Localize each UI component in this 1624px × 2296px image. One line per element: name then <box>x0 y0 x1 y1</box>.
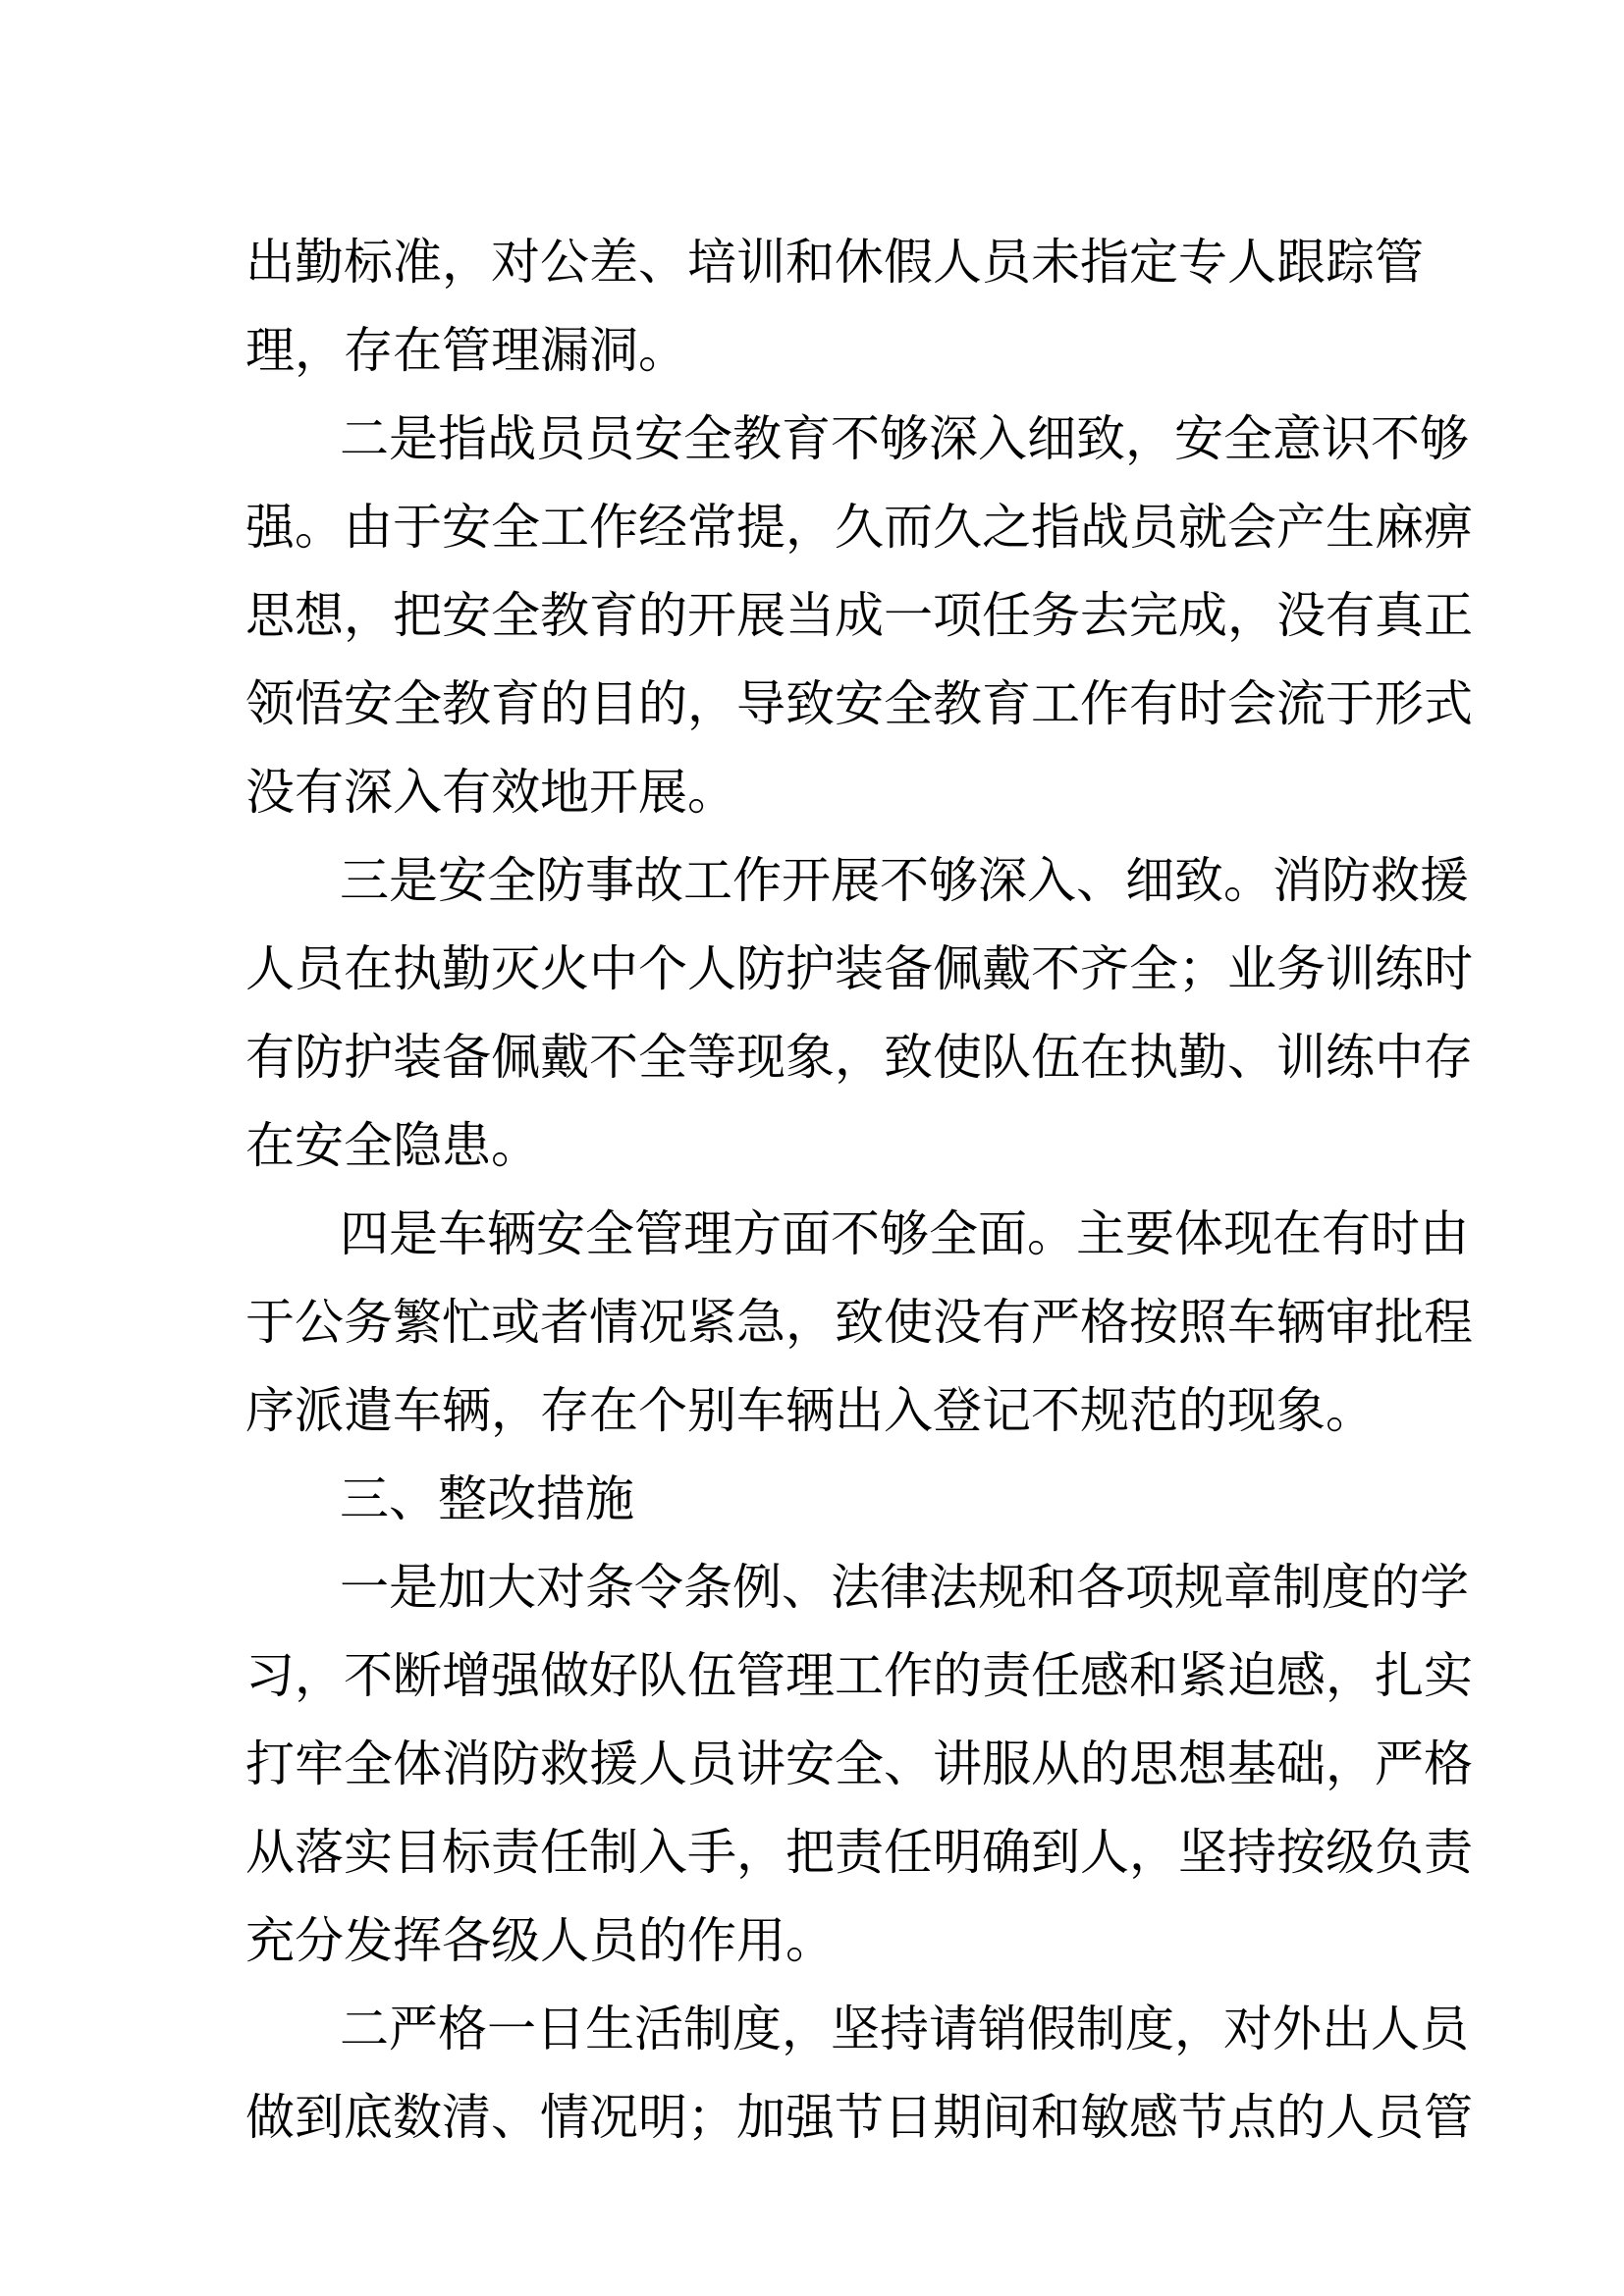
text-line: 人员在执勤灭火中个人防护装备佩戴不齐全；业务训练时 <box>245 940 1473 997</box>
text-line: 理，存在管理漏洞。 <box>245 322 687 379</box>
text-line: 强。由于安全工作经常提，久而久之指战员就会产生麻痹 <box>245 499 1473 556</box>
text-line: 有防护装备佩戴不全等现象，致使队伍在执勤、训练中存 <box>245 1029 1473 1086</box>
paragraph-start-line: 三是安全防事故工作开展不够深入、细致。消防救援 <box>340 852 1469 909</box>
text-line: 于公务繁忙或者情况紧急，致使没有严格按照车辆审批程 <box>245 1294 1473 1351</box>
text-line: 序派遣车辆，存在个别车辆出入登记不规范的现象。 <box>245 1382 1375 1439</box>
paragraph-start-line: 二是指战员员安全教育不够深入细致，安全意识不够 <box>340 410 1469 467</box>
text-line: 思想，把安全教育的开展当成一项任务去完成，没有真正 <box>245 587 1473 644</box>
paragraph-start-line: 一是加大对条令条例、法律法规和各项规章制度的学 <box>340 1559 1469 1616</box>
text-line: 出勤标准，对公差、培训和休假人员未指定专人跟踪管 <box>245 234 1424 291</box>
section-heading: 三、整改措施 <box>340 1470 634 1527</box>
text-line: 做到底数清、情况明；加强节日期间和敏感节点的人员管 <box>245 2089 1473 2146</box>
paragraph-start-line: 二严格一日生活制度，坚持请销假制度，对外出人员 <box>340 2001 1469 2057</box>
text-line: 从落实目标责任制入手，把责任明确到人，坚持按级负责 <box>245 1824 1473 1881</box>
body-text <box>245 218 1473 2162</box>
text-line: 领悟安全教育的目的，导致安全教育工作有时会流于形式 <box>245 675 1473 732</box>
text-line: 在安全隐患。 <box>245 1117 540 1174</box>
text-line: 打牢全体消防救援人员讲安全、讲服从的思想基础，严格 <box>245 1735 1473 1792</box>
text-line: 习，不断增强做好队伍管理工作的责任感和紧迫感，扎实 <box>245 1647 1473 1704</box>
text-line: 充分发挥各级人员的作用。 <box>245 1912 835 1969</box>
paragraph-start-line: 四是车辆安全管理方面不够全面。主要体现在有时由 <box>340 1205 1469 1262</box>
text-line: 没有深入有效地开展。 <box>245 764 736 821</box>
